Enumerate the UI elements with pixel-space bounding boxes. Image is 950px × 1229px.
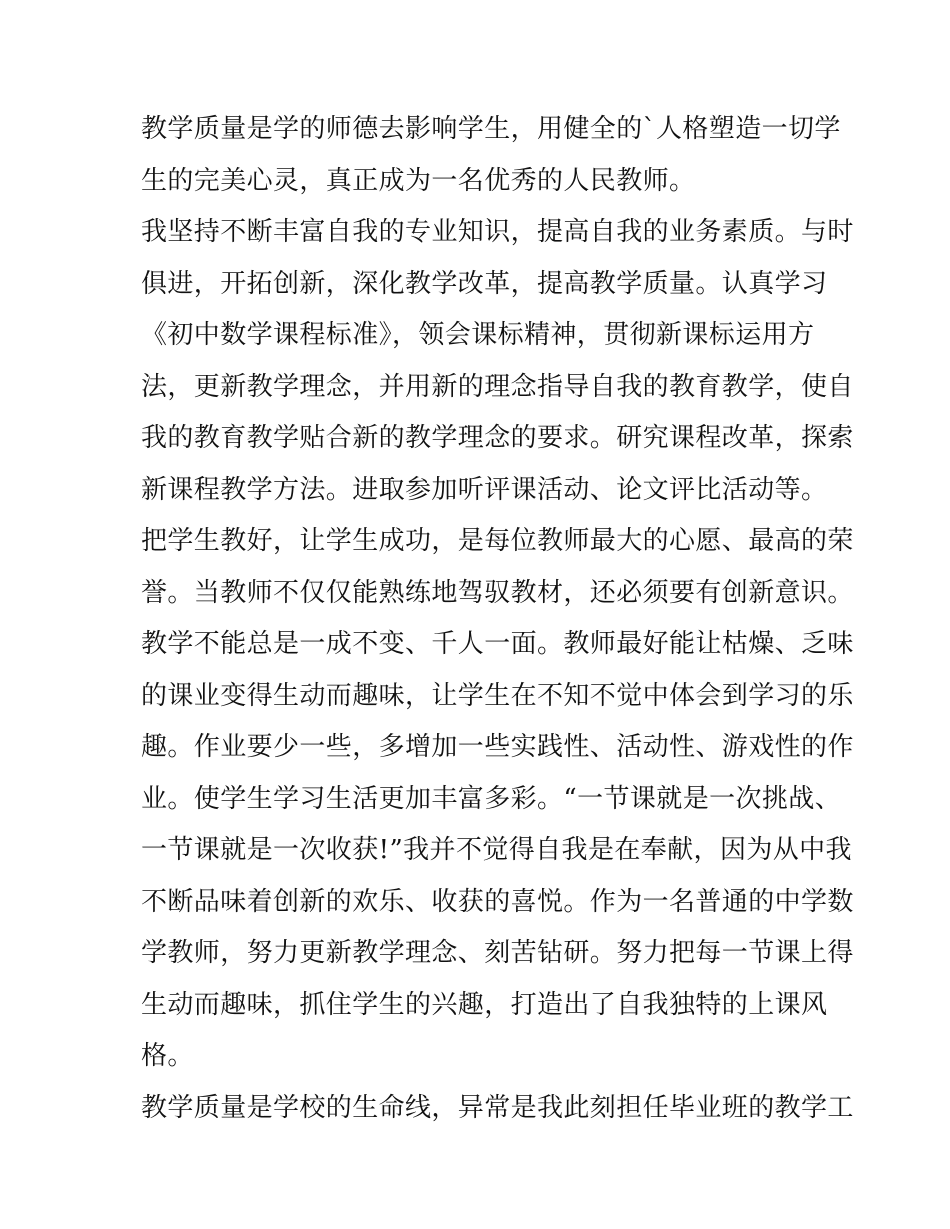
text-line: 新课程教学方法。进取参加听评课活动、论文评比活动等。 <box>141 474 828 505</box>
text-line: 《初中数学课程标准》，领会课标精神，贯彻新课标运用方 <box>141 320 815 350</box>
paragraph-3 <box>141 521 854 1088</box>
text-line: 不断品味着创新的欢乐、收获的喜悦。作为一名普通的中学数 <box>141 886 854 917</box>
paragraph-4 <box>141 1088 854 1140</box>
text-line: 学教师，努力更新教学理念、刻苦钻研。努力把每一节课上得 <box>141 938 854 968</box>
text-line: 教学不能总是一成不变、千人一面。教师最好能让枯燥、乏味 <box>141 629 854 659</box>
text-line: 的课业变得生动而趣味，让学生在不知不觉中体会到学习的乐 <box>141 680 854 711</box>
text-line: 法，更新教学理念，并用新的理念指导自我的教育教学，使自 <box>141 371 854 402</box>
paragraph-2 <box>141 212 854 521</box>
document-body <box>141 109 854 1139</box>
paragraph-1 <box>141 109 841 212</box>
text-line: 誉。当教师不仅仅能熟练地驾驭教材，还必须要有创新意识。 <box>141 577 854 608</box>
text-line: 我坚持不断丰富自我的专业知识，提高自我的业务素质。与时 <box>141 217 854 247</box>
text-line: 趣。作业要少一些，多增加一些实践性、活动性、游戏性的作 <box>141 732 854 762</box>
text-line: 生动而趣味，抓住学生的兴趣，打造出了自我独特的上课风 <box>141 989 828 1020</box>
text-line: 俱进，开拓创新，深化教学改革，提高教学质量。认真学习 <box>141 268 828 299</box>
text-line: 把学生教好，让学生成功，是每位教师最大的心愿、最高的荣 <box>141 526 854 556</box>
text-line: 业。使学生学习生活更加丰富多彩。“一节课就是一次挑战、 <box>141 783 842 814</box>
text-line: 生的完美心灵，真正成为一名优秀的人民教师。 <box>141 165 696 196</box>
text-line: 教学质量是学的师德去影响学生，用健全的`人格塑造一切学 <box>141 114 841 144</box>
text-line: 教学质量是学校的生命线，异常是我此刻担任毕业班的教学工 <box>141 1092 854 1123</box>
text-line: 一节课就是一次收获!”我并不觉得自我是在奉献，因为从中我 <box>141 835 852 865</box>
text-line: 格。 <box>141 1041 194 1071</box>
text-line: 我的教育教学贴合新的教学理念的要求。研究课程改革，探索 <box>141 423 854 453</box>
